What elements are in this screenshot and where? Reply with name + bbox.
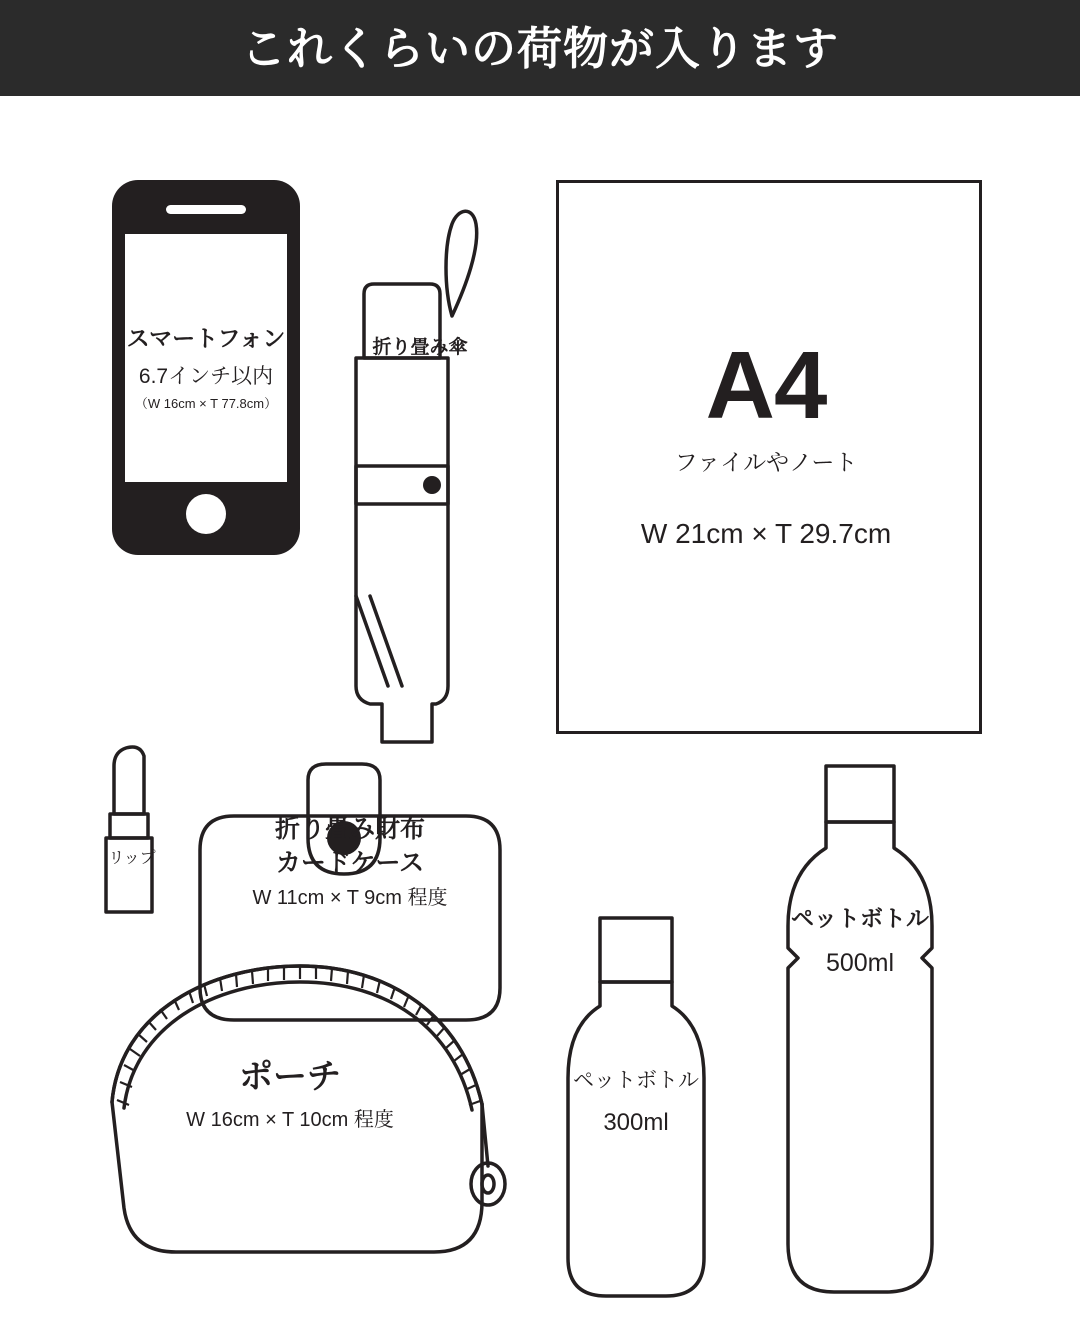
smartphone-label: スマートフォン	[126, 325, 286, 351]
phone-screen	[125, 234, 287, 482]
lipstick-label: リップ	[108, 850, 156, 867]
folding-umbrella-illustration	[340, 166, 500, 766]
bottle-300-volume: 300ml	[603, 1109, 669, 1136]
bottle-500-svg	[760, 752, 960, 1312]
bottle-500-label: ペットボトル	[791, 905, 929, 931]
a4-label: A4	[705, 332, 827, 439]
bottle-500-illustration	[760, 752, 960, 1312]
umbrella-svg	[340, 166, 500, 766]
page-title: これくらいの荷物が入ります	[240, 22, 839, 74]
bottle-500-volume: 500ml	[825, 949, 895, 977]
a4-dimensions: W 21cm × T 29.7cm	[640, 518, 892, 549]
wallet-label-line1: 折り畳み財布	[274, 815, 425, 843]
bottle-300-illustration	[546, 896, 726, 1316]
phone-home-button-icon	[186, 494, 226, 534]
phone-speaker-icon	[166, 205, 246, 214]
wallet-dimensions: W 11cm × T 9cm 程度	[252, 887, 448, 909]
umbrella-snap-icon	[423, 476, 441, 494]
smartphone-size: 6.7インチ以内	[138, 365, 274, 388]
a4-description: ファイルやノート	[674, 449, 858, 475]
pouch-label: ポーチ	[239, 1058, 341, 1096]
wallet-label-line2: カードケース	[275, 849, 425, 877]
header-bar	[0, 0, 1080, 96]
smartphone-dimensions: （W 16cm × T 77.8cm）	[134, 396, 278, 411]
pouch-dimensions: W 16cm × T 10cm 程度	[186, 1109, 394, 1131]
contents-diagram	[0, 96, 1080, 1296]
bottle-300-svg	[546, 896, 726, 1316]
umbrella-label: 折り畳み傘	[372, 337, 468, 358]
bottle-300-label: ペットボトル	[573, 1069, 699, 1092]
